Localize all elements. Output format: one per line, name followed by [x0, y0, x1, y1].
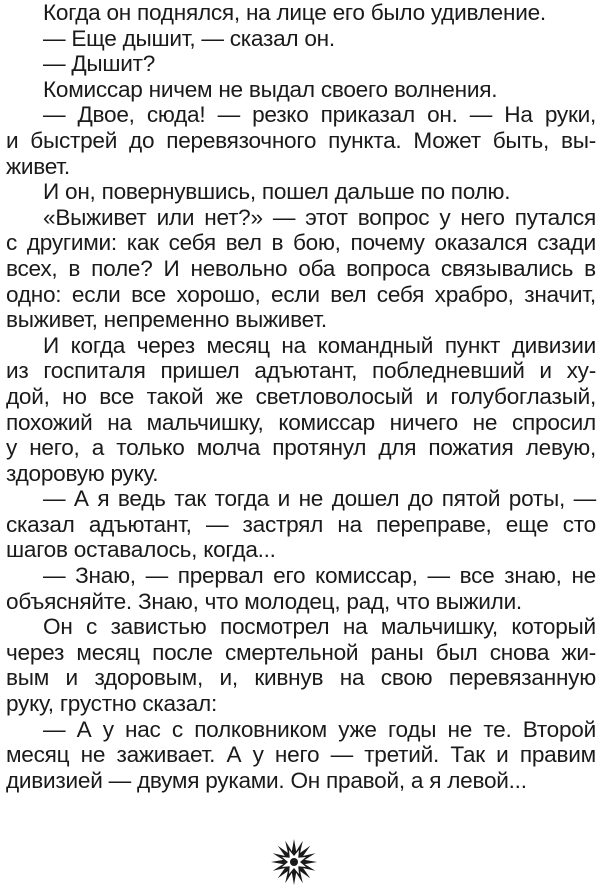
text-line: живет. — [6, 153, 70, 179]
page-text — [6, 0, 596, 793]
text-line: из госпиталя пришел адъютант, побледневший и ху- — [6, 358, 596, 384]
text-line: объясняйте. Знаю, что молодец, рад, что выжили. — [6, 588, 522, 614]
text-line: месяц не заживает. А у него — третий. Так и правим — [6, 742, 596, 768]
text-line: И когда через месяц на командный пункт дивизии — [43, 332, 596, 358]
text-line: — А я ведь так тогда и не дошел до пятой роты, — — [43, 486, 596, 512]
text-line: всех, в поле? И невольно оба вопроса связывались в — [6, 255, 596, 281]
text-line: дивизией — двумя руками. Он правой, а я левой... — [6, 767, 527, 793]
text-line: — А у нас с полковником уже годы не те. Второй — [43, 716, 596, 742]
text-line: с другими: как себя вел в бою, почему оказался сзади — [6, 230, 596, 256]
text-line: вым и здоровым, и, кивнув на свою перевязанную — [6, 665, 596, 691]
text-line: «Выживет или нет?» — этот вопрос у него путался — [43, 204, 596, 230]
text-line: — Двое, сюда! — резко приказал он. — На руки, — [43, 102, 596, 128]
text-line: через месяц после смертельной раны был снова жи- — [6, 639, 596, 665]
text-line: одно: если все хорошо, если вел себя храбро, значит, — [6, 281, 596, 307]
text-line: здоровую руку. — [6, 460, 159, 486]
text-line: руку, грустно сказал: — [6, 691, 217, 717]
text-line: Когда он поднялся, на лице его было удивление. — [43, 0, 546, 25]
text-line: выживет, непременно выживет. — [6, 307, 327, 333]
text-line: — Еще дышит, — сказал он. — [43, 25, 335, 51]
text-line: сказал адъютант, — застрял на переправе, еще сто — [6, 511, 596, 537]
asterism-star-icon — [270, 838, 318, 886]
text-line: у него, а только молча протянул для пожатия левую, — [6, 435, 596, 461]
text-line: — Знаю, — прервал его комиссар, — все знаю, не — [43, 563, 596, 589]
text-line: похожий на мальчишку, комиссар ничего не спросил — [6, 409, 596, 435]
text-line: дой, но все такой же светловолосый и голубоглазый, — [6, 383, 596, 409]
text-line: — Дышит? — [43, 51, 156, 77]
text-line: Он с завистью посмотрел на мальчишку, который — [43, 614, 596, 640]
text-line: и быстрей до перевязочного пункта. Может быть, вы- — [6, 127, 596, 153]
text-line: шагов оставалось, когда... — [6, 537, 276, 563]
text-line: Комиссар ничем не выдал своего волнения. — [43, 76, 498, 102]
text-line: И он, повернувшись, пошел дальше по полю. — [43, 179, 511, 205]
